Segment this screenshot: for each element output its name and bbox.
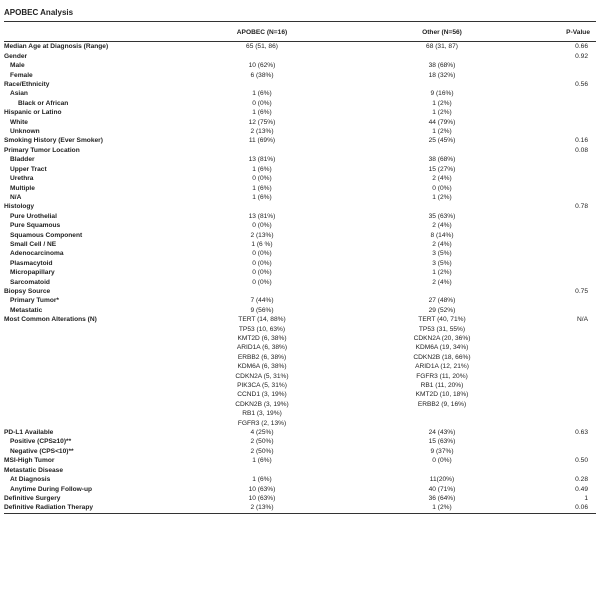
row-label: Smoking History (Ever Smoker) (4, 137, 103, 145)
table-row (4, 136, 596, 145)
table-row (4, 409, 596, 418)
other-value: ERBB2 (9, 16%) (417, 400, 467, 408)
row-label: PD-L1 Available (4, 429, 54, 437)
apobec-value: 65 (51, 86) (246, 43, 278, 51)
apobec-value: CDKN2B (3, 19%) (235, 400, 289, 408)
other-value: 1 (2%) (432, 128, 452, 136)
table-row (4, 485, 596, 494)
table-row (4, 184, 596, 193)
row-label: Squamous Component (10, 231, 83, 239)
p-value: 0.92 (575, 52, 588, 60)
p-value (546, 325, 596, 334)
other-value: 25 (45%) (428, 137, 456, 145)
p-value (546, 174, 596, 183)
other-value: 1 (2%) (338, 503, 546, 513)
table-row (4, 240, 596, 249)
other-value: 38 (68%) (428, 62, 456, 70)
table-row (4, 372, 596, 381)
row-label: Plasmacytoid (10, 259, 53, 267)
table-row (4, 259, 596, 268)
row-label (4, 409, 186, 418)
p-value: 0.66 (575, 43, 588, 51)
p-value (546, 353, 596, 362)
row-label: Multiple (10, 184, 35, 192)
p-value: 0.75 (575, 287, 588, 295)
row-label: Histology (4, 203, 35, 211)
row-label: Biopsy Source (4, 287, 51, 295)
apobec-value: 6 (38%) (250, 71, 274, 79)
p-value (546, 466, 596, 475)
p-value (546, 390, 596, 399)
apobec-value: 10 (62%) (248, 62, 276, 70)
p-value (546, 419, 596, 428)
table-row (4, 221, 596, 230)
row-label: Gender (4, 52, 28, 60)
header-other: Other (N=56) (338, 22, 546, 42)
row-label: Male (10, 62, 25, 70)
row-label: Hispanic or Latino (4, 109, 62, 117)
row-label: Median Age at Diagnosis (Range) (4, 43, 109, 51)
apobec-value: 0 (0%) (252, 175, 272, 183)
other-value: 36 (64%) (428, 494, 456, 502)
row-label: Bladder (10, 156, 35, 164)
apobec-value: 2 (50%) (250, 447, 274, 455)
p-value: 0.63 (575, 429, 588, 437)
p-value (546, 221, 596, 230)
row-label: Metastatic Disease (4, 466, 64, 474)
table-row (4, 381, 596, 390)
p-value (546, 381, 596, 390)
other-value: TP53 (31, 55%) (418, 325, 466, 333)
p-value (546, 249, 596, 258)
table-row (4, 193, 596, 202)
table-row (4, 325, 596, 334)
row-label: Positive (CPS≥10)** (10, 438, 72, 446)
p-value: 0.78 (575, 203, 588, 211)
apobec-value: 0 (0%) (252, 99, 272, 107)
table-row (4, 155, 596, 164)
other-value: KMT2D (10, 18%) (415, 391, 469, 399)
apobec-value: 0 (0%) (252, 269, 272, 277)
row-label: Anytime During Follow-up (10, 485, 93, 493)
apobec-value (186, 466, 338, 475)
other-value: TERT (40, 71%) (418, 316, 466, 324)
other-value (338, 287, 546, 296)
row-label: Female (10, 71, 33, 79)
other-value: 44 (79%) (428, 118, 456, 126)
table-row (4, 475, 596, 484)
p-value (546, 193, 596, 202)
p-value (546, 89, 596, 98)
apobec-value (186, 202, 338, 211)
p-value (546, 447, 596, 456)
apobec-value: 1 (6 %) (251, 240, 273, 248)
other-value (338, 146, 546, 155)
apobec-value: 2 (13%) (250, 128, 274, 136)
apobec-value: KDM6A (6, 38%) (237, 363, 287, 371)
apobec-value: FGFR3 (2, 13%) (237, 419, 287, 427)
row-label (4, 400, 186, 409)
table-title: APOBEC Analysis (4, 6, 596, 22)
p-value: 0.06 (546, 503, 596, 513)
apobec-value (186, 287, 338, 296)
p-value (546, 212, 596, 221)
table-row (4, 419, 596, 428)
other-value: 38 (68%) (428, 156, 456, 164)
other-value: CDKN2B (18, 66%) (413, 353, 471, 361)
table-row (4, 334, 596, 343)
row-label: Most Common Alterations (N) (4, 316, 97, 324)
other-value: 35 (63%) (428, 212, 456, 220)
p-value: 0.08 (575, 146, 588, 154)
p-value (546, 400, 596, 409)
table-row (4, 99, 596, 108)
p-value: 0.56 (575, 81, 588, 89)
apobec-value: 12 (75%) (248, 118, 276, 126)
p-value (546, 278, 596, 287)
table-row (4, 466, 596, 475)
apobec-value: 0 (0%) (252, 222, 272, 230)
p-value (546, 306, 596, 315)
table-row (4, 456, 596, 465)
row-label: Metastatic (10, 306, 43, 314)
apobec-value: 10 (63%) (248, 494, 276, 502)
other-value: 68 (31, 87) (426, 43, 458, 51)
row-label (4, 381, 186, 390)
other-value: 2 (4%) (432, 222, 452, 230)
row-label: Black or African (18, 99, 69, 107)
apobec-value (186, 52, 338, 61)
other-value: ARID1A (12, 21%) (415, 363, 469, 371)
other-value: 1 (2%) (432, 109, 452, 117)
row-label: Race/Ethnicity (4, 81, 50, 89)
other-value: 1 (2%) (432, 269, 452, 277)
other-value: 2 (4%) (432, 278, 452, 286)
table-body (4, 42, 596, 513)
header-variable (4, 22, 186, 42)
p-value (546, 118, 596, 127)
apobec-value: PIK3CA (5, 31%) (237, 382, 287, 390)
row-label: Negative (CPS<10)** (10, 447, 74, 455)
apobec-value: RB1 (3, 19%) (242, 410, 282, 418)
other-value: 8 (14%) (430, 231, 454, 239)
p-value: 1 (584, 494, 588, 502)
other-value: 1 (2%) (432, 193, 452, 201)
p-value (546, 437, 596, 446)
table-row (4, 278, 596, 287)
apobec-value: 0 (0%) (252, 259, 272, 267)
apobec-value: 13 (81%) (248, 212, 276, 220)
p-value: 0.49 (575, 485, 588, 493)
other-value: CDKN2A (20, 36%) (413, 335, 471, 342)
other-value: 27 (48%) (428, 297, 456, 305)
row-label: MSI-High Tumor (4, 457, 55, 465)
other-value (338, 80, 546, 89)
apobec-value: 0 (0%) (252, 278, 272, 286)
p-value (546, 61, 596, 70)
table-row (4, 503, 596, 513)
table-row (4, 61, 596, 70)
p-value (546, 127, 596, 136)
p-value (546, 231, 596, 240)
row-label: Primary Tumor* (10, 297, 59, 305)
row-label: White (10, 118, 28, 126)
other-value (338, 202, 546, 211)
other-value: 9 (16%) (430, 90, 454, 98)
table-row (4, 71, 596, 80)
row-label: N/A (10, 193, 22, 201)
p-value (546, 362, 596, 371)
row-label: Primary Tumor Location (4, 146, 80, 154)
apobec-value: 2 (13%) (186, 503, 338, 513)
other-value: 0 (0%) (432, 184, 452, 192)
table-row (4, 202, 596, 211)
other-value: 2 (4%) (432, 175, 452, 183)
row-label (4, 372, 186, 381)
p-value: 0.50 (575, 457, 588, 465)
row-label (4, 362, 186, 371)
apobec-value: 10 (63%) (248, 485, 276, 493)
table-row (4, 146, 596, 155)
other-value: 29 (52%) (428, 306, 456, 314)
table-row (4, 268, 596, 277)
row-label: Upper Tract (10, 165, 47, 173)
other-value: 40 (71%) (428, 485, 456, 493)
row-label: Sarcomatoid (10, 278, 50, 286)
row-label: Unknown (10, 128, 40, 136)
p-value: 0.16 (575, 137, 588, 145)
table-row (4, 127, 596, 136)
p-value (546, 165, 596, 174)
apobec-value: 0 (0%) (252, 250, 272, 258)
apobec-value: 1 (6%) (252, 165, 272, 173)
table-row (4, 343, 596, 352)
other-value (338, 466, 546, 475)
p-value (546, 259, 596, 268)
table-row (4, 89, 596, 98)
row-label: Pure Squamous (10, 222, 61, 230)
other-value: 24 (43%) (428, 429, 456, 437)
table-row (4, 80, 596, 89)
table-row (4, 52, 596, 61)
p-value (546, 184, 596, 193)
other-value: 3 (5%) (432, 250, 452, 258)
apobec-value: CDKN2A (5, 31%) (235, 372, 289, 380)
table-row (4, 287, 596, 296)
other-value: 3 (5%) (432, 259, 452, 267)
apobec-value: 2 (50%) (250, 438, 274, 446)
other-value: 9 (37%) (430, 447, 454, 455)
table-row (4, 118, 596, 127)
table-row (4, 231, 596, 240)
apobec-value: 2 (13%) (250, 231, 274, 239)
apobec-value: 1 (6%) (252, 193, 272, 201)
p-value (546, 409, 596, 418)
other-value: KDM6A (19, 34%) (415, 344, 469, 352)
row-label: Definitive Surgery (4, 494, 61, 502)
row-label: Micropapillary (10, 269, 55, 277)
row-label (4, 353, 186, 362)
table-row (4, 437, 596, 446)
row-label (4, 334, 186, 343)
apobec-value: 1 (6%) (252, 90, 272, 98)
p-value: 0.28 (575, 476, 588, 484)
header-pvalue: P-Value (546, 22, 596, 42)
other-value: 0 (0%) (432, 457, 452, 465)
p-value: N/A (577, 316, 588, 324)
apobec-value: 1 (6%) (252, 109, 272, 117)
table-row (4, 212, 596, 221)
row-label (4, 419, 186, 428)
apobec-value: ARID1A (6, 38%) (236, 344, 288, 352)
table-row (4, 165, 596, 174)
other-value (338, 409, 546, 418)
row-label (4, 343, 186, 352)
p-value (546, 343, 596, 352)
p-value (546, 155, 596, 164)
apobec-value: ERBB2 (6, 38%) (237, 353, 287, 361)
other-value: 15 (63%) (428, 438, 456, 446)
p-value (546, 108, 596, 117)
table-row (4, 315, 596, 324)
p-value (546, 296, 596, 305)
apobec-value: TERT (14, 88%) (238, 316, 286, 324)
p-value (546, 268, 596, 277)
apobec-value: CCND1 (3, 19%) (237, 391, 287, 399)
apobec-value: 13 (81%) (248, 156, 276, 164)
other-value: 15 (27%) (428, 165, 456, 173)
other-value (338, 419, 546, 428)
row-label (4, 325, 186, 334)
header-row (4, 22, 596, 42)
table-row (4, 428, 596, 437)
apobec-value: 1 (6%) (252, 184, 272, 192)
table-row (4, 296, 596, 305)
other-value: 1 (2%) (432, 99, 452, 107)
apobec-value: 1 (6%) (252, 476, 272, 484)
row-label: Adenocarcinoma (10, 250, 64, 258)
apobec-value (186, 80, 338, 89)
p-value (546, 71, 596, 80)
other-value: 11(20%) (429, 476, 455, 484)
row-label: Pure Urothelial (10, 212, 57, 220)
p-value (546, 99, 596, 108)
apobec-value: KMT2D (6, 38%) (237, 335, 287, 342)
other-value (338, 52, 546, 61)
p-value (546, 240, 596, 249)
table-row (4, 390, 596, 399)
row-label: Asian (10, 90, 28, 98)
other-value: 2 (4%) (432, 240, 452, 248)
row-label: Definitive Radiation Therapy (4, 503, 186, 513)
table-row (4, 42, 596, 52)
table-row (4, 174, 596, 183)
apobec-value: 9 (56%) (250, 306, 274, 314)
table-row (4, 249, 596, 258)
table-row (4, 362, 596, 371)
apobec-value: 4 (25%) (250, 429, 274, 437)
header-apobec: APOBEC (N=16) (186, 22, 338, 42)
apobec-value: TP53 (10, 63%) (238, 325, 286, 333)
apobec-value: 7 (44%) (250, 297, 274, 305)
row-label: Small Cell / NE (10, 240, 57, 248)
row-label: Urethra (10, 175, 34, 183)
apobec-table (4, 22, 596, 514)
apobec-value: 11 (69%) (248, 137, 276, 145)
table-row (4, 306, 596, 315)
row-label: At Diagnosis (10, 476, 51, 484)
other-value: RB1 (11, 20%) (420, 382, 464, 390)
table-row (4, 447, 596, 456)
table-row (4, 353, 596, 362)
other-value: FGFR3 (11, 20%) (416, 372, 468, 380)
apobec-value (186, 146, 338, 155)
apobec-value: 1 (6%) (252, 457, 272, 465)
p-value (546, 372, 596, 381)
table-row (4, 108, 596, 117)
p-value (546, 334, 596, 343)
row-label (4, 390, 186, 399)
table-row (4, 494, 596, 503)
other-value: 18 (32%) (428, 71, 456, 79)
table-row (4, 400, 596, 409)
